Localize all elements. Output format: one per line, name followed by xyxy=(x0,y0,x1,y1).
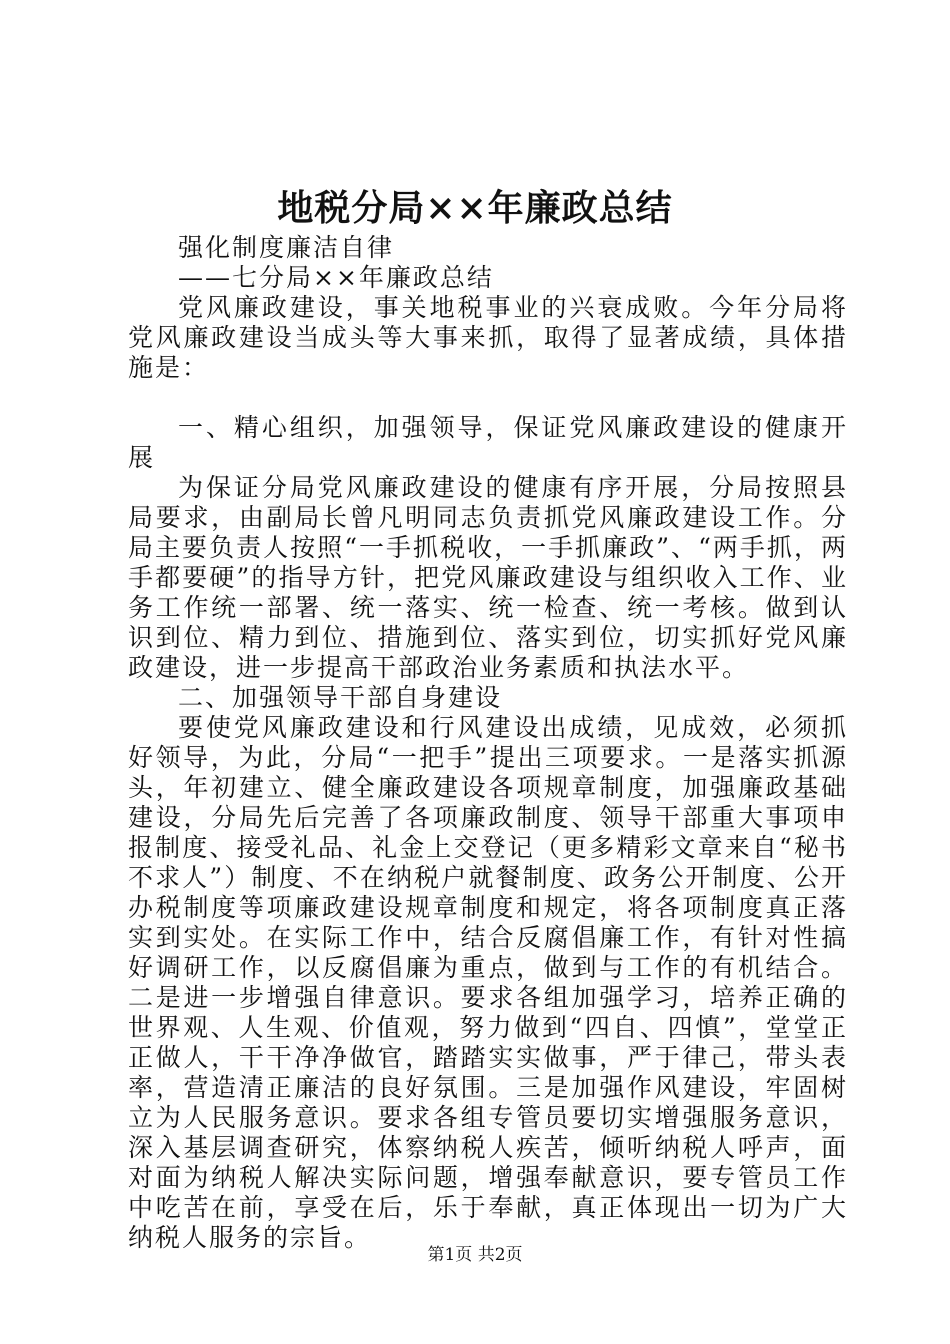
subtitle-line: 强化制度廉洁自律 xyxy=(178,233,395,262)
byline: ——七分局××年廉政总结 xyxy=(178,263,494,292)
intro-paragraph: 党风廉政建设，事关地税事业的兴衰成败。今年分局将党风廉政建设当成头等大事来抓，取得了显著成绩，具体措施是： xyxy=(128,293,848,382)
section-1-paragraph: 为保证分局党风廉政建设的健康有序开展，分局按照县局要求，由副局长曾凡明同志负责抓党风廉政建设工作。分局主要负责人按照“一手抓税收，一手抓廉政”、“两手抓，两手都要硬”的指导方针，把党风廉政建设与组织收入工作、业务工作统一部署、统一落实、统一检查、统一考核。做到认识到位、精力到位、措施到位、落实到位，切实抓好党风廉政建设，进一步提高干部政治业务素质和执法水平。 xyxy=(128,473,848,682)
section-2-paragraph: 要使党风廉政建设和行风建设出成绩，见成效，必须抓好领导，为此，分局“一把手”提出三项要求。一是落实抓源头，年初建立、健全廉政建设各项规章制度，加强廉政基础建设，分局先后完善了各项廉政制度、领导干部重大事项申报制度、接受礼品、礼金上交登记（更多精彩文章来自“秘书不求人”）制度、不在纳税户就餐制度、政务公开制度、公开办税制度等项廉政建设规章制度和规定，将各项制度真正落实到实处。在实际工作中，结合反腐倡廉工作，有针对性搞好调研工作，以反腐倡廉为重点，做到与工作的有机结合。二是进一步增强自律意识。要求各组加强学习，培养正确的世界观、人生观、价值观，努力做到“四自、四慎”，堂堂正正做人，干干净净做官，踏踏实实做事，严于律己，带头表率，营造清正廉洁的良好氛围。三是加强作风建设，牢固树立为人民服务意识。要求各组专管员要切实增强服务意识，深入基层调查研究，体察纳税人疾苦，倾听纳税人呼声，面对面为纳税人解决实际问题，增强奉献意识，要专管员工作中吃苦在前，享受在后，乐于奉献，真正体现出一切为广大纳税人服务的宗旨。 xyxy=(128,713,848,1252)
paragraph-spacer xyxy=(128,383,848,413)
section-heading-2: 二、加强领导干部自身建设 xyxy=(178,683,503,712)
document-title: 地税分局××年廉政总结 xyxy=(277,187,673,229)
document-body xyxy=(128,233,848,1253)
section-heading-1: 一、精心组织，加强领导，保证党风廉政建设的健康开展 xyxy=(128,413,848,472)
page-footer: 第1页 共2页 xyxy=(427,1245,523,1265)
